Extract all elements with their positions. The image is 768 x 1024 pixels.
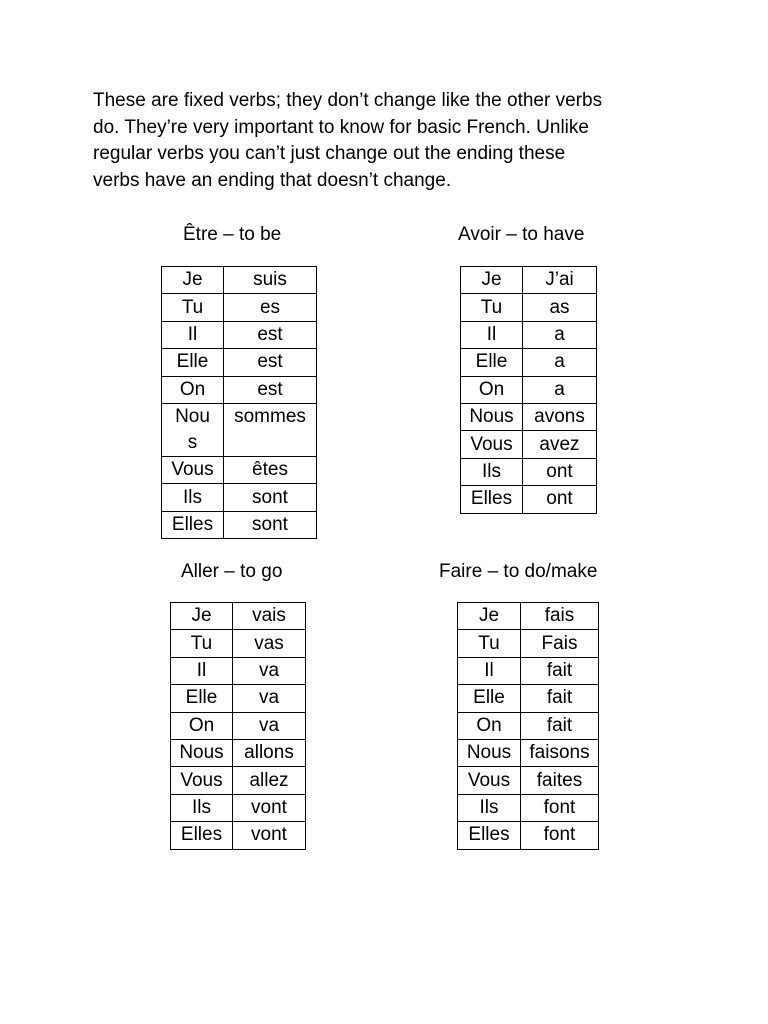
- avoir-heading: Avoir – to have: [458, 224, 585, 245]
- form-cell: fait: [521, 685, 599, 712]
- table-row: [171, 630, 306, 657]
- table-row: [162, 484, 317, 511]
- pronoun-cell: Nous: [171, 739, 233, 766]
- form-cell: vont: [233, 822, 306, 849]
- table-row: [458, 822, 599, 849]
- table-row: [458, 685, 599, 712]
- faire-heading: Faire – to do/make: [439, 561, 598, 582]
- pronoun-cell: On: [461, 376, 523, 403]
- pronoun-cell: Il: [171, 657, 233, 684]
- form-cell: est: [224, 376, 317, 403]
- pronoun-cell: Elles: [171, 822, 233, 849]
- table-row: [458, 794, 599, 821]
- pronoun-cell: Elle: [458, 685, 521, 712]
- pronoun-cell: Ils: [458, 794, 521, 821]
- pronoun-cell: Tu: [162, 294, 224, 321]
- pronoun-cell: On: [171, 712, 233, 739]
- etre-heading: Être – to be: [183, 224, 282, 245]
- pronoun-cell: Je: [458, 603, 521, 630]
- pronoun-cell: Elles: [458, 822, 521, 849]
- form-cell: allons: [233, 739, 306, 766]
- form-cell: Fais: [521, 630, 599, 657]
- pronoun-cell: Il: [458, 657, 521, 684]
- table-row: [461, 403, 597, 430]
- pronoun-cell: Vous: [171, 767, 233, 794]
- form-cell: a: [523, 349, 597, 376]
- pronoun-cell: Elles: [461, 486, 523, 513]
- pronoun-cell: Je: [162, 267, 224, 294]
- form-cell: avez: [523, 431, 597, 458]
- pronoun-cell: On: [458, 712, 521, 739]
- table-row: [162, 349, 317, 376]
- pronoun-part: Nou: [175, 405, 210, 427]
- form-cell: fais: [521, 603, 599, 630]
- faire-table: [457, 602, 599, 850]
- form-cell: est: [224, 349, 317, 376]
- form-cell: J’ai: [523, 267, 597, 294]
- pronoun-cell: Je: [171, 603, 233, 630]
- pronoun-cell: Il: [162, 321, 224, 348]
- intro-line: do. They’re very important to know for basic French. Unlike: [93, 116, 589, 138]
- table-row: [171, 685, 306, 712]
- pronoun-cell: Tu: [458, 630, 521, 657]
- form-cell: fait: [521, 712, 599, 739]
- pronoun-cell: Vous: [458, 767, 521, 794]
- form-text: sommes: [234, 405, 306, 427]
- table-row: [162, 403, 317, 456]
- form-cell: ont: [523, 458, 597, 485]
- avoir-table: [460, 266, 597, 514]
- form-cell: suis: [224, 267, 317, 294]
- form-cell: fait: [521, 657, 599, 684]
- form-cell: font: [521, 794, 599, 821]
- pronoun-cell: Elle: [171, 685, 233, 712]
- table-row: [171, 767, 306, 794]
- pronoun-cell: Ils: [461, 458, 523, 485]
- form-cell: êtes: [224, 456, 317, 483]
- pronoun-cell: Nous: [458, 739, 521, 766]
- form-cell: vais: [233, 603, 306, 630]
- pronoun-cell: Ils: [162, 484, 224, 511]
- aller-heading: Aller – to go: [181, 561, 283, 582]
- pronoun-cell: Elle: [461, 349, 523, 376]
- table-row: [162, 294, 317, 321]
- table-row: [461, 321, 597, 348]
- form-cell: es: [224, 294, 317, 321]
- table-row: [171, 822, 306, 849]
- table-row: [162, 267, 317, 294]
- form-cell: allez: [233, 767, 306, 794]
- form-cell: as: [523, 294, 597, 321]
- table-row: [171, 603, 306, 630]
- aller-table: [170, 602, 306, 850]
- table-row: [461, 486, 597, 513]
- pronoun-cell: Elle: [162, 349, 224, 376]
- table-row: [171, 657, 306, 684]
- table-row: [458, 603, 599, 630]
- pronoun-cell: Vous: [461, 431, 523, 458]
- table-row: [458, 739, 599, 766]
- form-cell: a: [523, 376, 597, 403]
- form-cell: [224, 403, 317, 456]
- table-row: [162, 376, 317, 403]
- table-row: [162, 456, 317, 483]
- table-row: [458, 712, 599, 739]
- form-cell: faites: [521, 767, 599, 794]
- pronoun-part: s: [187, 431, 198, 453]
- table-row: [461, 376, 597, 403]
- form-cell: va: [233, 712, 306, 739]
- table-row: [458, 630, 599, 657]
- pronoun-cell: On: [162, 376, 224, 403]
- table-row: [461, 431, 597, 458]
- table-row: [171, 712, 306, 739]
- pronoun-cell: Elles: [162, 511, 224, 538]
- intro-paragraph: [93, 88, 693, 194]
- pronoun-cell: Nous: [461, 403, 523, 430]
- pronoun-cell: Vous: [162, 456, 224, 483]
- form-cell: va: [233, 657, 306, 684]
- form-cell: sont: [224, 511, 317, 538]
- table-row: [461, 294, 597, 321]
- table-row: [171, 739, 306, 766]
- pronoun-cell: Tu: [171, 630, 233, 657]
- pronoun-cell: Tu: [461, 294, 523, 321]
- form-cell: a: [523, 321, 597, 348]
- intro-line: regular verbs you can’t just change out the ending these: [93, 143, 566, 164]
- form-cell: vas: [233, 630, 306, 657]
- table-row: [461, 267, 597, 294]
- form-cell: est: [224, 321, 317, 348]
- etre-table: [161, 266, 317, 539]
- intro-line: These are fixed verbs; they don’t change like the other verbs: [93, 90, 603, 111]
- table-row: [461, 349, 597, 376]
- form-cell: font: [521, 822, 599, 849]
- table-row: [162, 511, 317, 538]
- form-cell: va: [233, 685, 306, 712]
- table-row: [458, 657, 599, 684]
- pronoun-cell-wrapped: [162, 403, 224, 456]
- pronoun-cell: Je: [461, 267, 523, 294]
- form-cell: sont: [224, 484, 317, 511]
- table-row: [458, 767, 599, 794]
- table-row: [461, 458, 597, 485]
- pronoun-cell: Ils: [171, 794, 233, 821]
- table-row: [171, 794, 306, 821]
- form-cell: vont: [233, 794, 306, 821]
- table-row: [162, 321, 317, 348]
- form-cell: avons: [523, 403, 597, 430]
- form-cell: ont: [523, 486, 597, 513]
- intro-line: verbs have an ending that doesn’t change.: [93, 169, 452, 191]
- pronoun-cell: Il: [461, 321, 523, 348]
- form-cell: faisons: [521, 739, 599, 766]
